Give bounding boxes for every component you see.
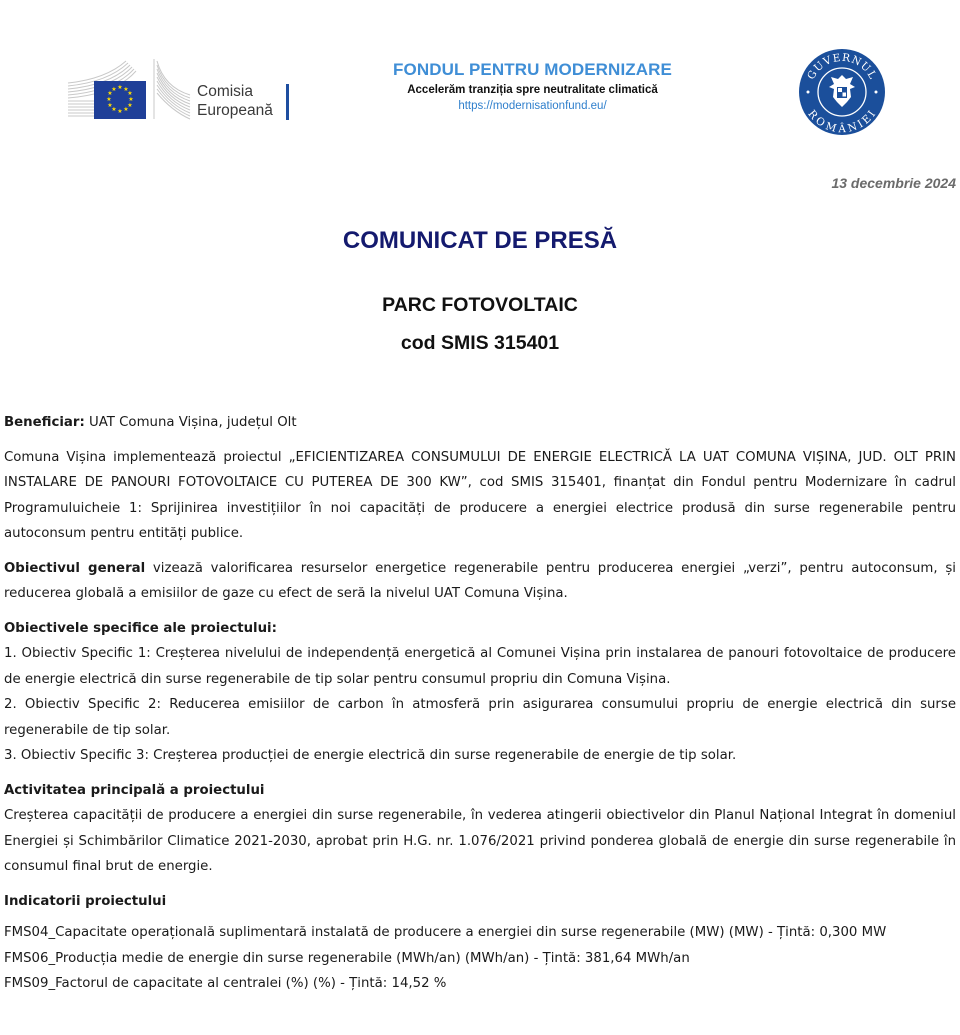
svg-text:GUVERNUL: GUVERNUL <box>805 51 879 82</box>
fund-tagline: Accelerăm tranziția spre neutralitate climatică <box>407 84 658 96</box>
general-objective-paragraph <box>4 556 956 607</box>
beneficiary-line <box>4 410 956 436</box>
fund-title: FONDUL PENTRU MODERNIZARE <box>393 60 672 79</box>
svg-text:★: ★ <box>123 86 129 93</box>
european-commission-logo <box>66 57 296 121</box>
page-header <box>0 0 960 150</box>
svg-text:★: ★ <box>107 90 113 97</box>
svg-text:★: ★ <box>107 102 113 109</box>
ec-name-line1: Comisia <box>197 83 253 100</box>
beneficiary-value: UAT Comuna Vișina, județul Olt <box>84 415 297 430</box>
main-activity-text: Creșterea capacității de producere a energiei din surse regenerabile, în vederea atingerii obiectivelor din Planul Național Integrat în domeniul Energiei și Schimbărilor Climatice 2021-2030, aprobat prin H.G. nr. 1.076/2021 privind ponderea globală de energie din surse regenerabile în consumul final brut de energie. <box>4 808 956 874</box>
main-activity-heading-text: Activitatea principală a proiectului <box>4 782 265 798</box>
svg-text:★: ★ <box>127 90 133 97</box>
guvernul-romaniei-seal-icon <box>797 47 887 137</box>
indicators-heading <box>4 889 956 915</box>
romanian-government-logo <box>797 47 887 137</box>
indicator-item: FMS09_Factorul de capacitate al centralei (%) (%) - Țintă: 14,52 % <box>4 976 447 991</box>
intro-paragraph: Comuna Vișina implementează proiectul „EFICIENTIZAREA CONSUMULUI DE ENERGIE ELECTRICĂ LA UAT COMUNA VIȘINA, JUD. OLT PRIN INSTALARE DE PANOURI FOTOVOLTAICE CU PUTEREA DE 300 KW”, cod SMIS 315401, finanțat din Fondul pentru Modernizare în cadrul Programuluicheie 1: Sprijinirea investițiilor în noi capacități de producere a energiei electrice produsă din surse regenerabile pentru autoconsum pentru entități publice. <box>4 449 956 541</box>
general-objective-label: Obiectivul general <box>4 560 146 576</box>
svg-text:★: ★ <box>111 106 117 113</box>
svg-text:★: ★ <box>117 108 123 115</box>
fund-url-link[interactable]: https://modernisationfund.eu/ <box>458 100 607 112</box>
specific-objectives-heading <box>4 616 956 642</box>
svg-text:★: ★ <box>106 96 112 103</box>
specific-objective-item: 1. Obiectiv Specific 1: Creșterea nivelului de independență energetică al Comunei Vișina prin instalarea de panouri fotovoltaice de producere de energie electrică din surse regenerabile de tip solar pentru consumul propriu din Comuna Vișina. <box>4 646 956 687</box>
ec-divider-bar <box>286 84 289 120</box>
svg-text:★: ★ <box>117 84 123 91</box>
main-activity-heading <box>4 778 956 804</box>
ec-name-line2: Europeană <box>197 102 273 119</box>
indicators-heading-text: Indicatorii proiectului <box>4 893 167 909</box>
european-commission-name <box>197 82 273 120</box>
specific-objective-item: 2. Obiectiv Specific 2: Reducerea emisiilor de carbon în atmosferă prin asigurarea consumului propriu de energie electrică din surse regenerabile de tip solar. <box>4 697 956 738</box>
svg-text:ROMÂNIEI: ROMÂNIEI <box>805 107 879 136</box>
specific-objective-item: 3. Obiectiv Specific 3: Creșterea producției de energie electrică din surse regenerabile de energie de tip solar. <box>4 748 737 763</box>
beneficiary-label: Beneficiar: <box>4 415 85 430</box>
publication-date: 13 decembrie 2024 <box>831 175 956 191</box>
svg-text:★: ★ <box>123 106 129 113</box>
press-release-body <box>4 410 956 997</box>
page-title: COMUNICAT DE PRESĂ <box>342 227 618 254</box>
project-subtitle: PARC FOTOVOLTAIC <box>382 294 578 316</box>
indicator-item: FMS06_Producția medie de energie din surse regenerabile (MWh/an) (MWh/an) - Țintă: 381,64 MWh/an <box>4 950 690 966</box>
smis-code: cod SMIS 315401 <box>400 332 560 354</box>
svg-text:★: ★ <box>111 86 117 93</box>
svg-text:★: ★ <box>127 102 133 109</box>
specific-objectives-heading-text: Obiectivele specifice ale proiectului: <box>4 620 277 636</box>
modernisation-fund-header <box>360 60 705 114</box>
svg-text:★: ★ <box>128 96 134 103</box>
indicator-item: FMS04_Capacitate operațională suplimentară instalată de producere a energiei din surse regenerabile (MW) (MW) - Țintă: 0,300 MW <box>4 925 887 940</box>
general-objective-text: vizează valorificarea resurselor energetice regenerabile pentru producerea energiei „verzi”, pentru autoconsum, și reducerea globală a emisiilor de gaze cu efect de seră la nivelul UAT Comuna Vișina. <box>4 560 956 601</box>
